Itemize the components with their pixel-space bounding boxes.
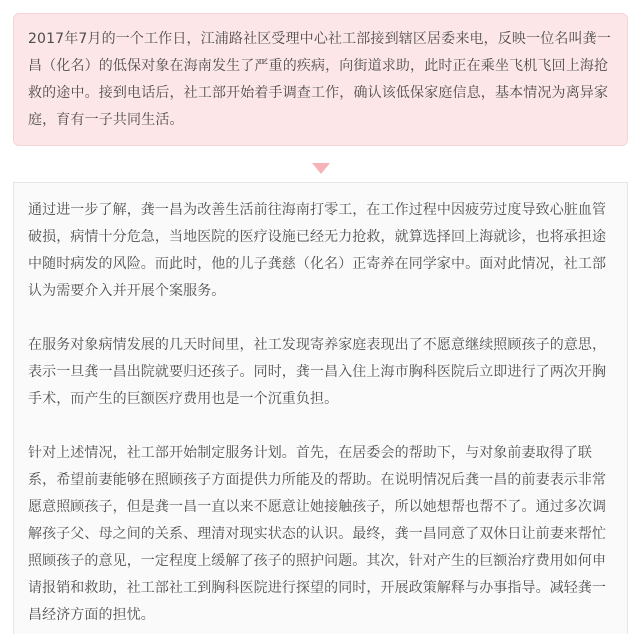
down-arrow-icon	[312, 163, 330, 174]
article-body	[13, 182, 628, 634]
body-paragraph-3: 针对上述情况，社工部开始制定服务计划。首先，在居委会的帮助下，与对象前妻取得了联系，希望前妻能够在照顾孩子方面提供力所能及的帮助。在说明情况后龚一昌的前妻表示非常愿意照顾孩子，但是龚一昌一直以来不愿意让她接触孩子，所以她想帮也帮不了。通过多次调解孩子父、母之间的关系、理清对现实状态的认识。最终，龚一昌同意了双休日让前妻来帮忙照顾孩子的意见，一定程度上缓解了孩子的照护问题。其次，针对产生的巨额治疗费用如何申请报销和救助，社工部社工到胸科医院进行探望的同时，开展政策解释与办事指导。减轻龚一昌经济方面的担忧。	[28, 445, 607, 623]
body-paragraph-1: 通过进一步了解，龚一昌为改善生活前往海南打零工，在工作过程中因疲劳过度导致心脏血管破损，病情十分危急，当地医院的医疗设施已经无力抢救，就算选择回上海就诊，也将承担途中随时病发的风险。而此时，他的儿子龚慈（化名）正寄养在同学家中。面对此情况，社工部认为需要介入并开展个案服务。	[28, 202, 607, 299]
intro-paragraph: 2017年7月的一个工作日，江浦路社区受理中心社工部接到辖区居委来电，反映一位名叫龚一昌（化名）的低保对象在海南发生了严重的疾病，向街道求助，此时正在乘坐飞机飞回上海抢救的途中。接到电话后，社工部开始着手调查工作，确认该低保家庭信息，基本情况为离异家庭，育有一子共同生活。	[28, 31, 611, 128]
intro-highlight-box	[13, 13, 628, 146]
body-paragraph-2: 在服务对象病情发展的几天时间里，社工发现寄养家庭表现出了不愿意继续照顾孩子的意思，表示一旦龚一昌出院就要归还孩子。同时，龚一昌入住上海市胸科医院后立即进行了两次开胸手术，而产生的巨额医疗费用也是一个沉重负担。	[28, 337, 607, 407]
